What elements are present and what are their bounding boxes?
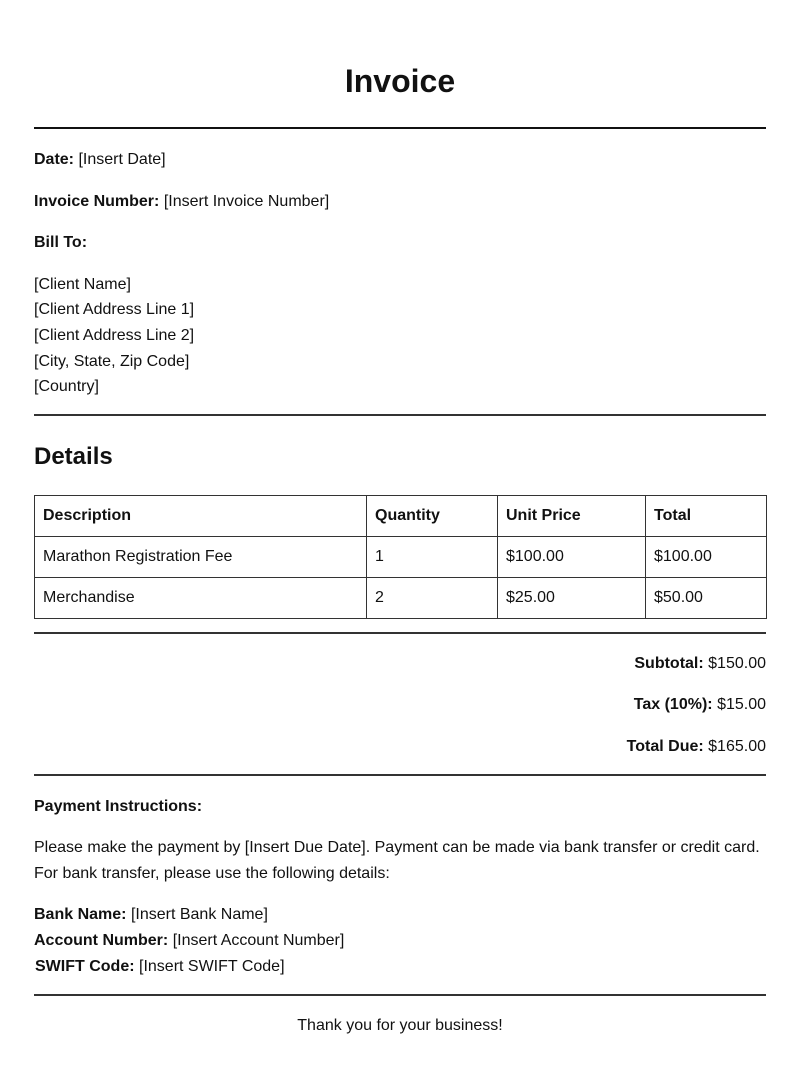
cell-description: Marathon Registration Fee — [35, 537, 367, 578]
total-due-label: Total Due: — [626, 738, 704, 755]
client-address-line-2: [Client Address Line 2] — [34, 327, 195, 344]
table-row — [35, 578, 767, 619]
client-name: [Client Name] — [34, 276, 131, 293]
account-number-line — [34, 931, 344, 951]
table-header-row — [35, 496, 767, 537]
client-city-state-zip: [City, State, Zip Code] — [34, 353, 190, 370]
bank-name-line — [34, 905, 268, 925]
date-line — [34, 150, 166, 170]
bill-to-line — [34, 233, 87, 253]
thank-you-message: Thank you for your business! — [297, 1017, 503, 1034]
payment-text-line-2: For bank transfer, please use the following details: — [34, 865, 390, 882]
tax-value: $15.00 — [717, 696, 766, 713]
payment-instructions-heading — [34, 797, 202, 817]
cell-quantity: 1 — [367, 537, 498, 578]
invoice-number-label: Invoice Number: — [34, 193, 160, 210]
column-header-quantity: Quantity — [367, 496, 498, 537]
page-title: Invoice — [344, 63, 456, 99]
invoice-number-value: [Insert Invoice Number] — [163, 193, 330, 210]
invoice-number-line — [34, 192, 329, 212]
cell-unit-price: $25.00 — [498, 578, 646, 619]
subtotal-label: Subtotal: — [634, 655, 704, 672]
date-value: [Insert Date] — [78, 151, 166, 168]
cell-total: $50.00 — [646, 578, 767, 619]
divider — [34, 774, 766, 776]
cell-total: $100.00 — [646, 537, 767, 578]
payment-heading-text: Payment Instructions: — [34, 798, 203, 815]
total-due-value: $165.00 — [708, 738, 766, 755]
column-header-description: Description — [35, 496, 367, 537]
payment-text-line-1: Please make the payment by [Insert Due Date]. Payment can be made via bank transfer or credit card. — [34, 839, 760, 856]
divider — [34, 632, 766, 634]
date-label: Date: — [34, 151, 75, 168]
subtotal-line — [634, 654, 766, 674]
column-header-unit-price: Unit Price — [498, 496, 646, 537]
table-row — [35, 537, 767, 578]
swift-code-line — [35, 957, 285, 977]
account-number-label: Account Number: — [34, 932, 169, 949]
swift-code-value: [Insert SWIFT Code] — [139, 958, 285, 975]
bank-name-value: [Insert Bank Name] — [130, 906, 268, 923]
swift-code-label: SWIFT Code: — [35, 958, 135, 975]
subtotal-value: $150.00 — [708, 655, 766, 672]
cell-unit-price: $100.00 — [498, 537, 646, 578]
client-address-line-1: [Client Address Line 1] — [34, 301, 195, 318]
total-due-line — [627, 737, 766, 757]
divider — [34, 127, 766, 129]
divider — [34, 994, 766, 996]
tax-line — [634, 695, 766, 715]
divider — [34, 414, 766, 416]
bank-name-label: Bank Name: — [34, 906, 127, 923]
details-table — [34, 495, 767, 619]
tax-label: Tax (10%): — [633, 696, 713, 713]
bill-to-label: Bill To: — [34, 234, 88, 251]
cell-description: Merchandise — [35, 578, 367, 619]
details-heading: Details — [34, 443, 113, 470]
column-header-total: Total — [646, 496, 767, 537]
cell-quantity: 2 — [367, 578, 498, 619]
client-country: [Country] — [34, 378, 99, 395]
account-number-value: [Insert Account Number] — [172, 932, 345, 949]
